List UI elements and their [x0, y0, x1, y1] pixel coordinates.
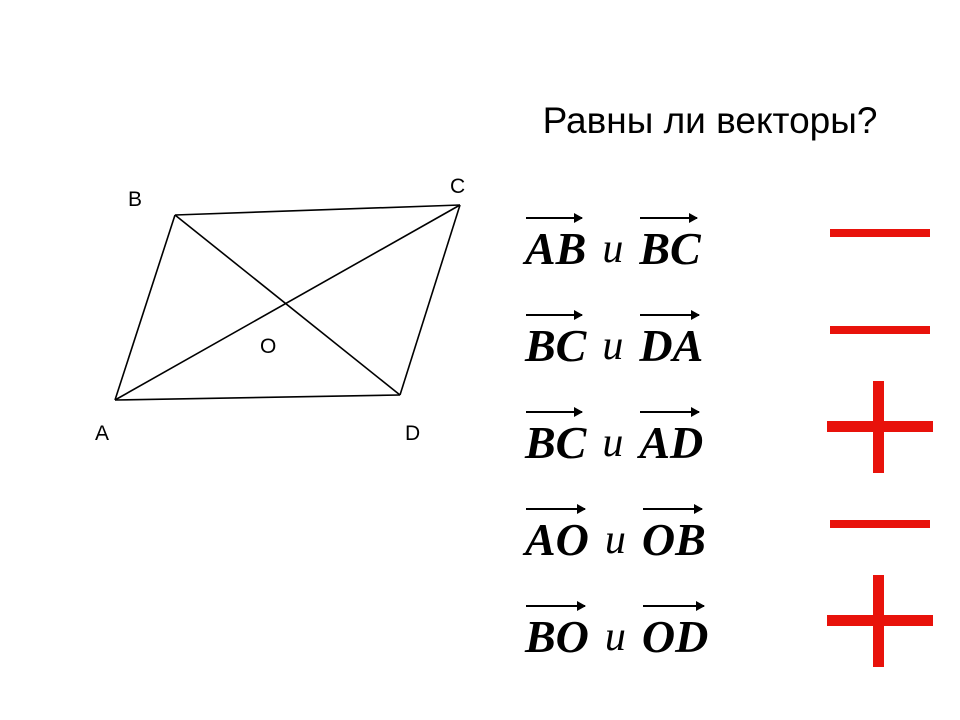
vector-second-label: OD [641, 611, 709, 662]
vector-arrow-icon [526, 314, 582, 316]
conjunction: и [604, 517, 626, 563]
vector-arrow-icon [526, 605, 585, 607]
geometry-figure [60, 150, 490, 490]
vector-arrow-icon [640, 411, 699, 413]
vertex-label-b: B [128, 188, 143, 211]
vector-pair [525, 379, 815, 469]
vector-arrow-icon [640, 314, 699, 316]
vector-arrow-icon [643, 508, 702, 510]
vector-pair-row [525, 476, 945, 573]
conjunction: и [602, 420, 624, 466]
vertex-label-a: A [95, 422, 110, 445]
vector-second [642, 597, 708, 663]
vector-arrow-icon [643, 605, 704, 607]
vector-arrow-icon [526, 411, 582, 413]
answer-plus-icon [825, 393, 935, 463]
vector-pair [525, 573, 815, 663]
vector-pair [525, 282, 815, 372]
vector-first-label: BC [525, 417, 587, 468]
vector-first-label: BO [525, 611, 589, 662]
vector-second [642, 500, 706, 566]
answer-minus-icon [825, 490, 935, 560]
conjunction: и [604, 614, 626, 660]
vector-second [639, 403, 703, 469]
vector-second [639, 209, 700, 275]
conjunction: и [602, 226, 624, 272]
edge-DA [115, 395, 400, 400]
vector-second-label: AD [639, 417, 704, 468]
vector-second [639, 306, 703, 372]
vector-pair-row [525, 282, 945, 379]
answer-minus-icon [825, 199, 935, 269]
vector-first-label: AB [525, 223, 587, 274]
vector-pairs-list [525, 185, 945, 670]
vector-first [525, 597, 589, 663]
vector-pair [525, 185, 815, 275]
vector-arrow-icon [526, 508, 585, 510]
diagonal-BD [175, 215, 400, 395]
vector-first [525, 209, 586, 275]
vector-pair [525, 476, 815, 566]
vector-second-label: OB [641, 514, 706, 565]
answer-minus-icon [825, 296, 935, 366]
vertex-label-o: O [260, 335, 277, 358]
conjunction: и [602, 323, 624, 369]
vector-second-label: DA [639, 320, 704, 371]
vector-pair-row [525, 379, 945, 476]
vector-pair-row [525, 573, 945, 670]
vector-first [525, 500, 589, 566]
edge-BC [175, 205, 460, 215]
vector-first-label: AO [525, 514, 589, 565]
answer-plus-icon [825, 587, 935, 657]
vertex-label-d: D [405, 422, 421, 445]
vertex-label-c: C [450, 175, 466, 198]
vector-first [525, 306, 586, 372]
vector-arrow-icon [640, 217, 696, 219]
edge-AB [115, 215, 175, 400]
vector-first-label: BC [525, 320, 587, 371]
parallelogram-svg [60, 150, 490, 490]
vector-second-label: BC [639, 223, 701, 274]
vector-first [525, 403, 586, 469]
page-title: Равны ли векторы? [542, 100, 878, 141]
vector-pair-row [525, 185, 945, 282]
vector-arrow-icon [526, 217, 582, 219]
